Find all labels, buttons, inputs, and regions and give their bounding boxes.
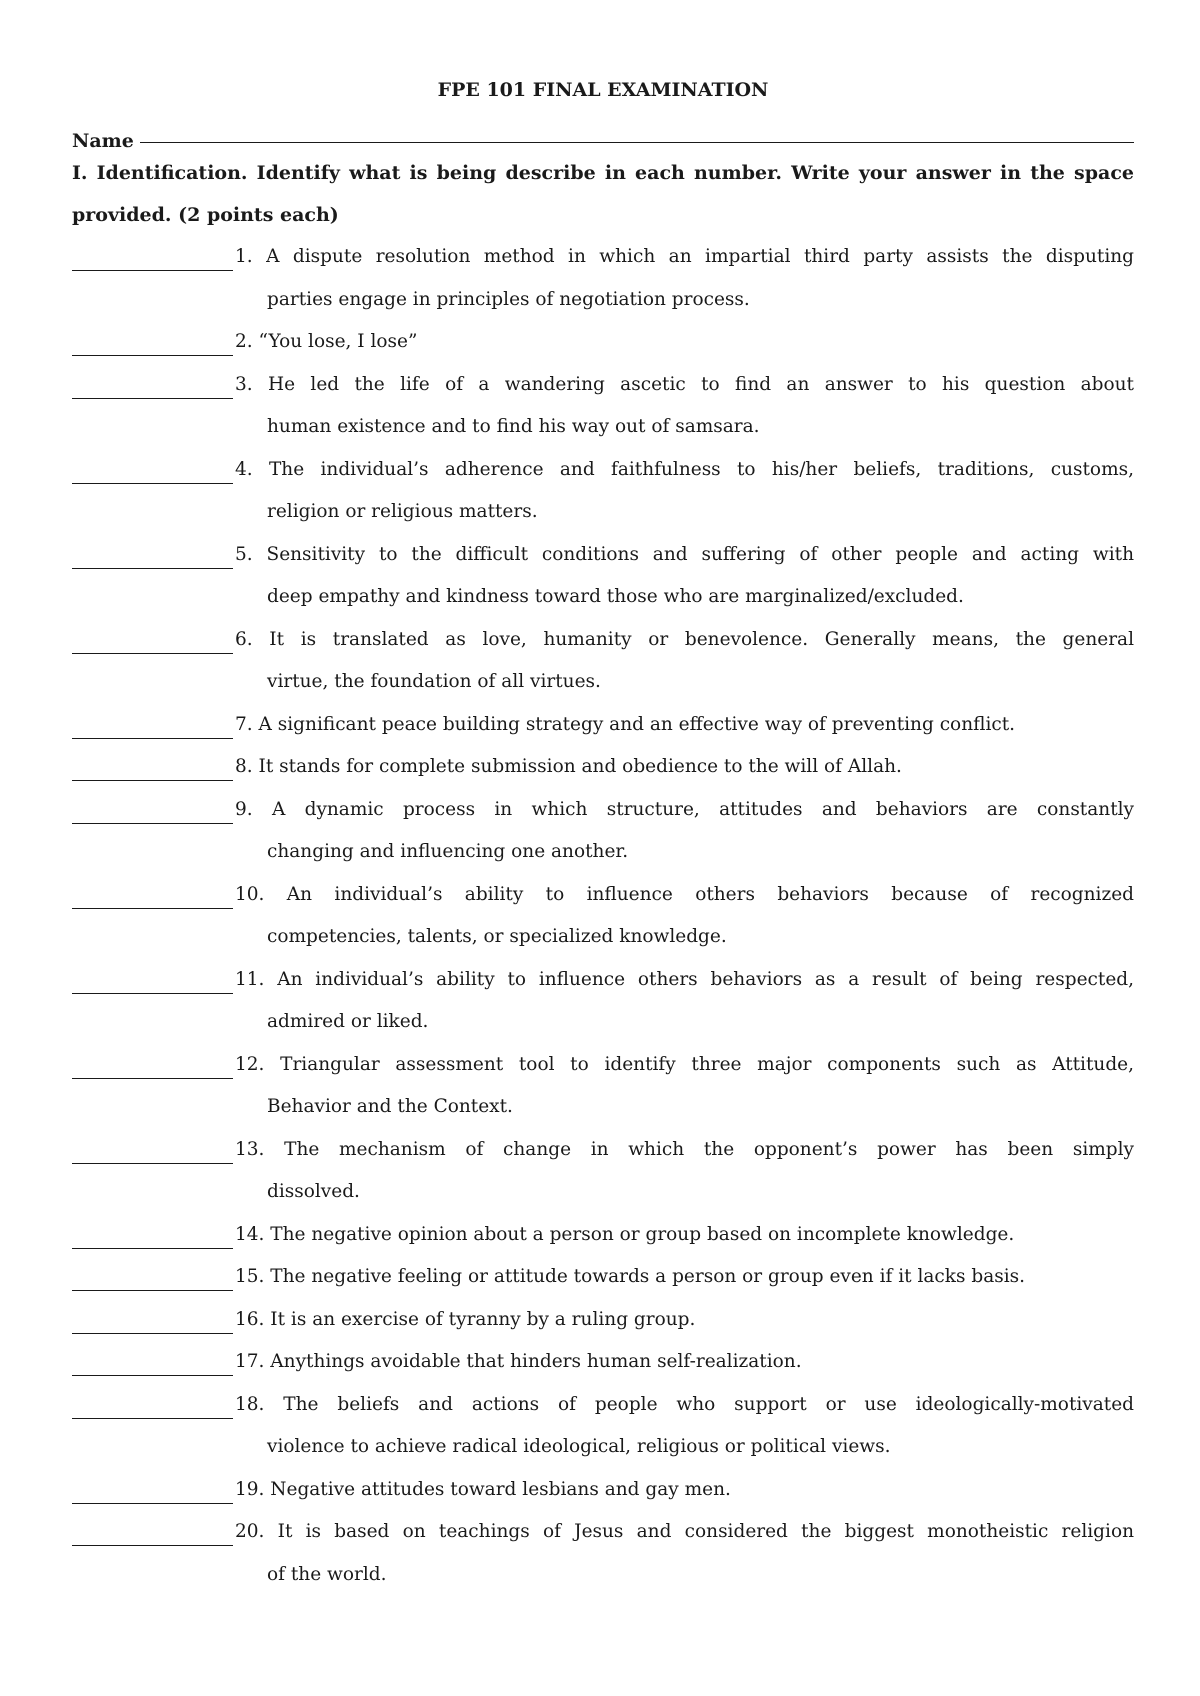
question-text: 14. The negative opinion about a person or group based on incomplete knowledge. [235, 1223, 1015, 1245]
question-text: 16. It is an exercise of tyranny by a ruling group. [235, 1308, 696, 1330]
question-item [72, 364, 1134, 449]
answer-blank[interactable] [72, 874, 233, 909]
section-instructions: I. Identification. Identify what is being describe in each number. Write your answer in the space provided. (2 points each) [72, 162, 1134, 226]
question-item [72, 1341, 1134, 1384]
name-label: Name [72, 130, 134, 152]
question-text: 17. Anythings avoidable that hinders human self-realization. [235, 1351, 802, 1372]
question-item [72, 789, 1134, 874]
answer-blank[interactable] [72, 1214, 233, 1249]
question-text-continued: changing and influencing one another. [267, 841, 629, 862]
question-text: 4. The individual’s adherence and faithfulness to his/her beliefs, traditions, customs, [235, 458, 1134, 480]
question-item [72, 1469, 1134, 1512]
question-text: 9. A dynamic process in which structure, attitudes and behaviors are constantly [235, 798, 1134, 820]
question-item [72, 1044, 1134, 1129]
answer-blank[interactable] [72, 534, 233, 569]
question-text: 10. An individual’s ability to influence others behaviors because of recognized [235, 883, 1134, 905]
answer-blank[interactable] [72, 1044, 233, 1079]
question-item [72, 619, 1134, 704]
question-item [72, 704, 1134, 747]
question-text-continued: religion or religious matters. [267, 501, 538, 522]
question-text-continued: virtue, the foundation of all virtues. [267, 671, 601, 692]
name-row [72, 110, 1134, 152]
exam-page [72, 70, 1134, 1596]
question-text: 15. The negative feeling or attitude towards a person or group even if it lacks basis. [235, 1266, 1026, 1287]
question-item [72, 1129, 1134, 1214]
question-text-continued: of the world. [267, 1563, 387, 1585]
question-item [72, 959, 1134, 1044]
question-text: 8. It stands for complete submission and obedience to the will of Allah. [235, 756, 902, 777]
question-item [72, 1256, 1134, 1299]
answer-blank[interactable] [72, 449, 233, 484]
question-text: 20. It is based on teachings of Jesus and considered the biggest monotheistic religion [235, 1521, 1134, 1542]
answer-blank[interactable] [72, 236, 233, 271]
answer-blank[interactable] [72, 364, 233, 399]
question-text: 2. “You lose, I lose” [235, 331, 418, 352]
question-text: 1. A dispute resolution method in which an impartial third party assists the disputing [235, 246, 1134, 267]
answer-blank[interactable] [72, 321, 233, 356]
question-text-continued: competencies, talents, or specialized knowledge. [267, 926, 727, 947]
question-text: 5. Sensitivity to the difficult conditions and suffering of other people and acting with [235, 543, 1134, 565]
question-item [72, 874, 1134, 959]
name-answer-line[interactable] [140, 141, 1134, 143]
answer-blank[interactable] [72, 1511, 233, 1546]
question-text: 7. A significant peace building strategy and an effective way of preventing conflict. [235, 713, 1016, 735]
answer-blank[interactable] [72, 619, 233, 654]
question-item [72, 236, 1134, 321]
question-item [72, 746, 1134, 789]
answer-blank[interactable] [72, 1256, 233, 1291]
question-text-continued: parties engage in principles of negotiation process. [267, 288, 750, 310]
question-text: 18. The beliefs and actions of people who support or use ideologically-motivated [235, 1393, 1134, 1415]
question-text-continued: dissolved. [267, 1181, 360, 1202]
question-list [72, 236, 1134, 1596]
question-text-continued: violence to achieve radical ideological, religious or political views. [267, 1436, 891, 1457]
question-text-continued: deep empathy and kindness toward those who are marginalized/excluded. [267, 586, 964, 607]
exam-title: FPE 101 FINAL EXAMINATION [437, 79, 769, 101]
answer-blank[interactable] [72, 704, 233, 739]
question-item [72, 321, 1134, 364]
question-text-continued: human existence and to find his way out of samsara. [267, 416, 760, 437]
question-text-continued: Behavior and the Context. [267, 1096, 513, 1117]
answer-blank[interactable] [72, 1129, 233, 1164]
answer-blank[interactable] [72, 1469, 233, 1504]
question-item [72, 534, 1134, 619]
question-item [72, 1299, 1134, 1342]
answer-blank[interactable] [72, 1341, 233, 1376]
answer-blank[interactable] [72, 1299, 233, 1334]
question-text-continued: admired or liked. [267, 1011, 429, 1032]
question-text: 11. An individual’s ability to influence others behaviors as a result of being respected, [235, 968, 1134, 990]
answer-blank[interactable] [72, 959, 233, 994]
answer-blank[interactable] [72, 746, 233, 781]
answer-blank[interactable] [72, 789, 233, 824]
question-item [72, 1214, 1134, 1257]
question-text: 19. Negative attitudes toward lesbians and gay men. [235, 1478, 731, 1500]
question-text: 6. It is translated as love, humanity or benevolence. Generally means, the general [235, 628, 1134, 650]
question-item [72, 449, 1134, 534]
question-item [72, 1511, 1134, 1596]
answer-blank[interactable] [72, 1384, 233, 1419]
question-item [72, 1384, 1134, 1469]
question-text: 12. Triangular assessment tool to identify three major components such as Attitude, [235, 1053, 1134, 1075]
question-text: 13. The mechanism of change in which the opponent’s power has been simply [235, 1138, 1134, 1160]
question-text: 3. He led the life of a wandering ascetic to find an answer to his question about [235, 373, 1134, 395]
